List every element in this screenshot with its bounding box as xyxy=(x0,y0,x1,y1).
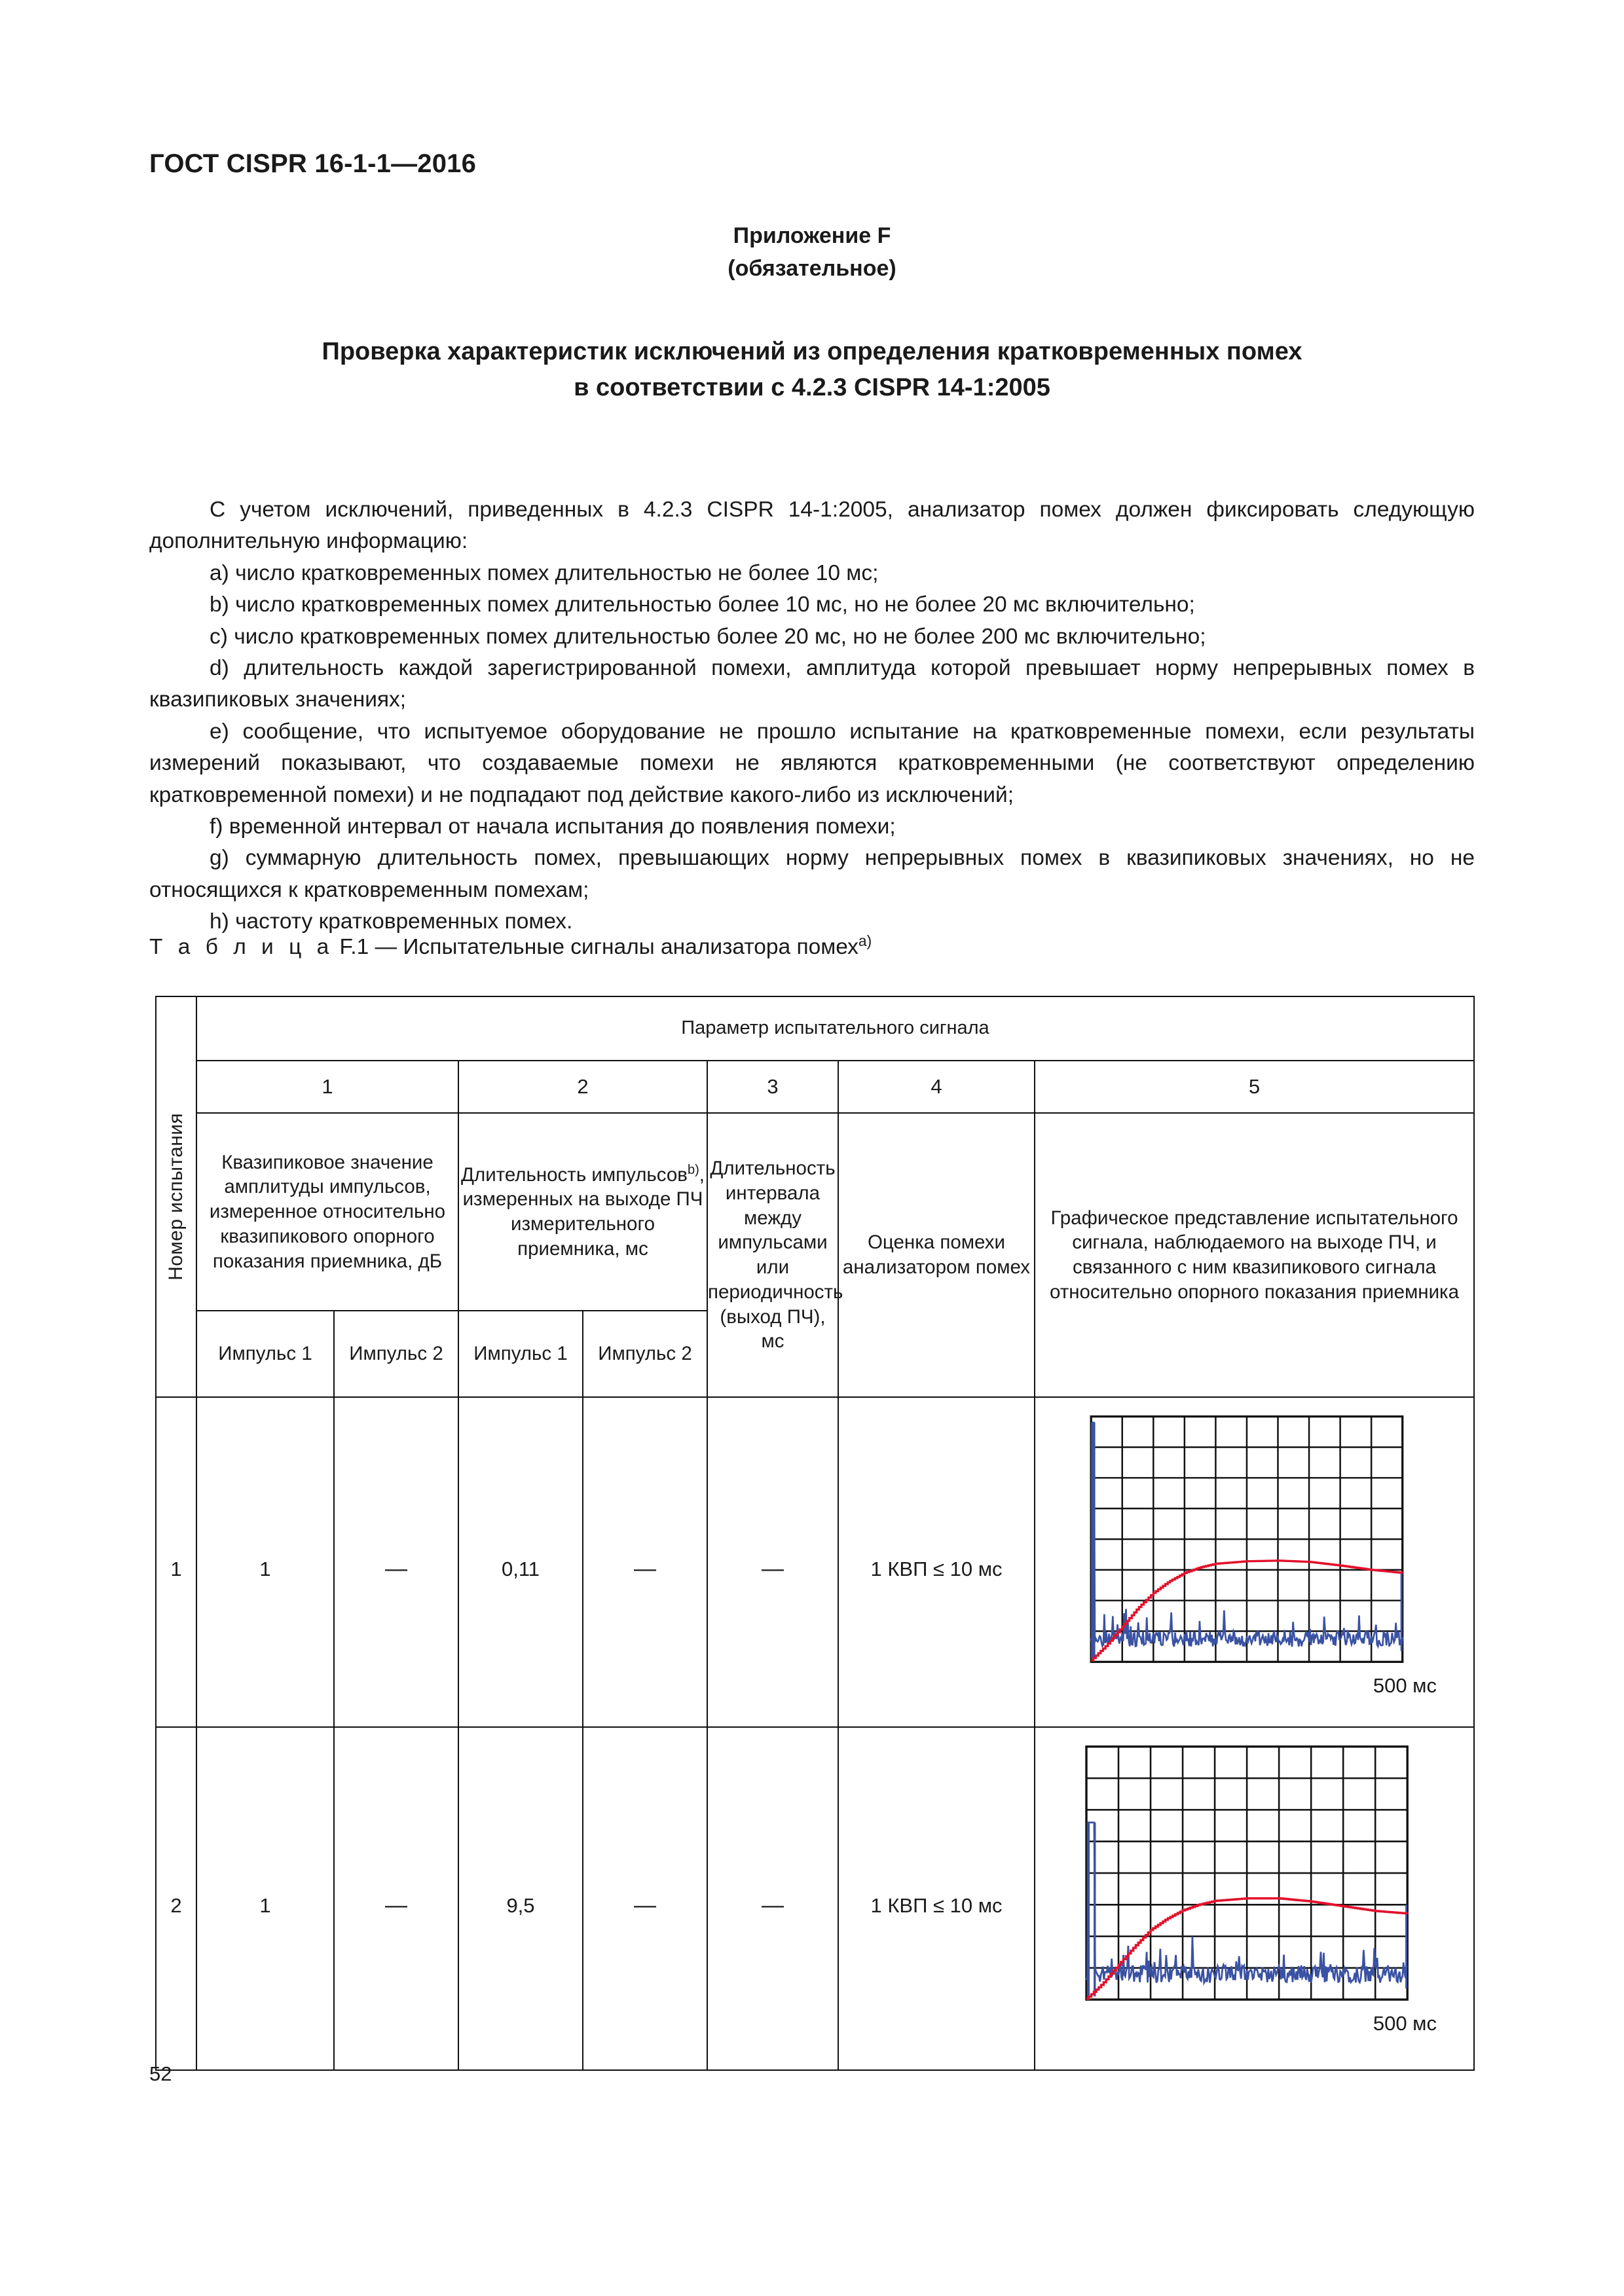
table-caption-prefix: Т а б л и ц а xyxy=(149,935,334,959)
row2-interval: — xyxy=(707,1727,838,2070)
header-col2-rest: , измеренных на выходе ПЧ измерительного приемника, мс xyxy=(462,1163,705,1260)
group-header-cell: Параметр испытательного сигнала xyxy=(196,996,1474,1061)
header-col5: Графическое представление испытательного сигнала, наблюдаемого на выходе ПЧ, и связанного с ним квазипикового сигнала относительно опорного показания приемника xyxy=(1035,1113,1474,1397)
header-sub-pulse1-duration: Импульс 1 xyxy=(458,1311,583,1397)
page-title-line-2: в соответствии с 4.2.3 CISPR 14-1:2005 xyxy=(574,374,1050,402)
col-number-5: 5 xyxy=(1035,1061,1474,1113)
table-header-row-main xyxy=(156,1113,1474,1311)
table-f1-wrapper xyxy=(155,996,1473,2033)
paragraph-intro: С учетом исключений, приведенных в 4.2.3 CISPR 14-1:2005, анализатор помех должен фиксировать следующую дополнительную информацию: xyxy=(149,498,1475,554)
row1-chart-cell xyxy=(1035,1397,1474,1727)
list-item-g: g) суммарную длительность помех, превышающих норму непрерывных помех в квазипиковых значениях, но не относящихся к кратковременным помехам; xyxy=(149,846,1475,902)
header-col4: Оценка помехи анализатором помех xyxy=(838,1113,1035,1397)
list-item-e: e) сообщение, что испытуемое оборудование не прошло испытание на кратковременные помехи, если результаты измерений показывают, что создаваемые помехи не являются кратковременными (не соответствуют определению кратковременной помехи) и не подпадают под действие какого-либо из исключений; xyxy=(149,719,1475,807)
body-text xyxy=(149,494,1475,938)
row2-amp-pulse2: — xyxy=(334,1727,458,2070)
header-sub-pulse2-duration: Импульс 2 xyxy=(583,1311,707,1397)
row2-dur-pulse1: 9,5 xyxy=(458,1727,583,2070)
row-label-text: Номер испытания xyxy=(164,1113,187,1281)
chart-1-unit-label: 500 мс xyxy=(1373,1674,1437,1697)
row1-amp-pulse1: 1 xyxy=(196,1397,334,1727)
table-caption-footnote-marker: a) xyxy=(858,932,872,949)
row1-test-number: 1 xyxy=(156,1397,196,1727)
row-label-cell xyxy=(156,996,196,1397)
list-item-a: a) число кратковременных помех длительностью не более 10 мс; xyxy=(210,560,879,585)
table-row xyxy=(156,1727,1474,2070)
table-header-row-numbers xyxy=(156,1061,1474,1113)
running-header: ГОСТ CISPR 16-1-1—2016 xyxy=(149,149,477,178)
row1-assessment: 1 КВП ≤ 10 мс xyxy=(838,1397,1035,1727)
page-number: 52 xyxy=(149,2062,172,2085)
row1-dur-pulse1: 0,11 xyxy=(458,1397,583,1727)
header-col1: Квазипиковое значение амплитуды импульсов, измеренное относительно квазипикового опорного показания приемника, дБ xyxy=(196,1113,458,1311)
table-caption-text: Испытательные сигналы анализатора помех xyxy=(403,935,858,959)
table-row xyxy=(156,1397,1474,1727)
header-sub-pulse2-amplitude: Импульс 2 xyxy=(334,1311,458,1397)
row1-dur-pulse2: — xyxy=(583,1397,707,1727)
row2-chart-cell xyxy=(1035,1727,1474,2070)
col-number-4: 4 xyxy=(838,1061,1035,1113)
header-col2-footnote-marker: b) xyxy=(687,1162,699,1177)
list-item-c: c) число кратковременных помех длительностью более 20 мс, но не более 200 мс включительно; xyxy=(210,624,1206,649)
row1-amp-pulse2: — xyxy=(334,1397,458,1727)
header-col2-main: Длительность импульсов xyxy=(461,1163,688,1186)
table-caption-number: F.1 xyxy=(339,935,369,959)
col-number-1: 1 xyxy=(196,1061,458,1113)
row2-assessment: 1 КВП ≤ 10 мс xyxy=(838,1727,1035,2070)
row1-interval: — xyxy=(707,1397,838,1727)
table-header-row-group xyxy=(156,996,1474,1061)
chart-2-svg xyxy=(1047,1742,1440,2004)
chart-2-unit-label: 500 мс xyxy=(1373,2012,1437,2035)
annex-status: (обязательное) xyxy=(728,256,896,282)
page-title-line-1: Проверка характеристик исключений из определения кратковременных помех xyxy=(322,338,1302,365)
table-f1 xyxy=(155,996,1475,2071)
chart-2 xyxy=(1035,1728,1473,2069)
chart-1-svg xyxy=(1047,1412,1440,1666)
header-col2 xyxy=(458,1113,707,1311)
row2-dur-pulse2: — xyxy=(583,1727,707,2070)
list-item-b: b) число кратковременных помех длительностью более 10 мс, но не более 20 мс включительно; xyxy=(210,592,1195,617)
annex-heading xyxy=(149,219,1475,285)
chart-1 xyxy=(1035,1398,1473,1726)
col-number-2: 2 xyxy=(458,1061,707,1113)
row2-amp-pulse1: 1 xyxy=(196,1727,334,2070)
col-number-3: 3 xyxy=(707,1061,838,1113)
page-title xyxy=(196,334,1428,407)
header-sub-pulse1-amplitude: Импульс 1 xyxy=(196,1311,334,1397)
table-caption xyxy=(149,932,872,960)
list-item-f: f) временной интервал от начала испытания до появления помехи; xyxy=(210,814,896,839)
header-col3: Длительность интервала между импульсами или периодичность (выход ПЧ), мс xyxy=(707,1113,838,1397)
row2-test-number: 2 xyxy=(156,1727,196,2070)
table-caption-dash: — xyxy=(375,935,397,959)
list-item-d: d) длительность каждой зарегистрированной помехи, амплитуда которой превышает норму непрерывных помех в квазипиковых значениях; xyxy=(149,656,1475,712)
annex-label: Приложение F xyxy=(733,223,891,248)
list-item-h: h) частоту кратковременных помех. xyxy=(210,909,573,934)
